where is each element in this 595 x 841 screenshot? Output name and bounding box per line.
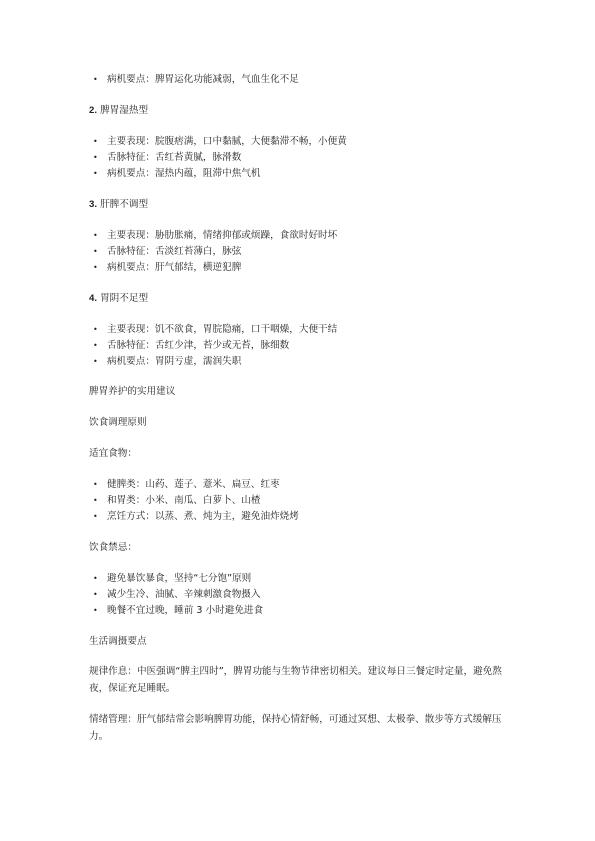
list-item: [93, 167, 261, 180]
list-item: [93, 245, 241, 258]
list-item: [93, 588, 261, 601]
list-item-text: 减少生冷、油腻、辛辣刺激食物摄入: [107, 589, 261, 600]
list-item: [93, 73, 299, 86]
bullet-icon: •: [93, 263, 98, 272]
list-item: [93, 478, 280, 491]
list-item-text: 主要表现：饥不欲食，胃脘隐痛，口干咽燥，大便干结: [107, 324, 338, 335]
section-heading: [89, 104, 148, 117]
bullet-icon: •: [93, 357, 98, 366]
list-item-text: 病机要点：胃阴亏虚，濡润失职: [107, 356, 242, 367]
heading-text: 肝脾不调型: [100, 199, 149, 210]
subsection-label: 饮食禁忌：: [89, 542, 137, 553]
bullet-icon: •: [93, 496, 98, 505]
heading-text: 脾胃湿热型: [100, 105, 149, 116]
bullet-icon: •: [93, 153, 98, 162]
list-item-text: 病机要点：脾胃运化功能减弱，气血生化不足: [107, 74, 299, 85]
heading-number: 4.: [89, 293, 98, 304]
list-item: [93, 604, 263, 617]
list-item-text: 避免暴饮暴食，坚持“七分饱”原则: [107, 573, 252, 584]
bullet-icon: •: [93, 574, 98, 583]
list-item: [93, 355, 241, 368]
list-item-text: 主要表现：胁肋胀痛，情绪抑郁或烦躁，食欲时好时坏: [107, 230, 338, 241]
list-item: [93, 339, 289, 352]
bullet-icon: •: [93, 231, 98, 240]
heading-text: 胃阴不足型: [100, 293, 149, 304]
subsection-title: 饮食调理原则: [89, 417, 147, 428]
list-item: [93, 572, 251, 585]
list-item-text: 病机要点：湿热内蕴，阻滞中焦气机: [107, 168, 261, 179]
list-item-text: 烹饪方式：以蒸、煮、炖为主，避免油炸烧烤: [107, 511, 299, 522]
bullet-icon: •: [93, 590, 98, 599]
section-title: 脾胃养护的实用建议: [89, 386, 176, 397]
list-item: [93, 151, 241, 164]
list-item: [93, 510, 299, 523]
list-item-text: 舌脉特征：舌红苔黄腻，脉滑数: [107, 152, 242, 163]
list-item: [93, 494, 261, 507]
subsection-title: 生活调摄要点: [89, 636, 147, 647]
bullet-icon: •: [93, 247, 98, 256]
list-item-text: 晚餐不宜过晚，睡前 3 小时避免进食: [107, 605, 264, 616]
list-item-text: 和胃类：小米、南瓜、白萝卜、山楂: [107, 495, 261, 506]
heading-number: 2.: [89, 105, 98, 116]
bullet-icon: •: [93, 341, 98, 350]
bullet-icon: •: [93, 169, 98, 178]
list-item: [93, 229, 337, 242]
bullet-icon: •: [93, 480, 98, 489]
list-item: [93, 261, 241, 274]
subsection-label: 适宜食物：: [89, 448, 137, 459]
bullet-icon: •: [93, 325, 98, 334]
list-item-text: 舌脉特征：舌淡红苔薄白，脉弦: [107, 246, 242, 257]
heading-number: 3.: [89, 199, 98, 210]
section-heading: [89, 292, 148, 305]
bullet-icon: •: [93, 75, 98, 84]
paragraph: 规律作息：中医强调“脾主四时”，脾胃功能与生物节律密切相关。建议每日三餐定时定量，避免熬夜，保证充足睡眠。: [89, 666, 502, 694]
list-item-text: 舌脉特征：舌红少津，苔少或无苔，脉细数: [107, 340, 290, 351]
paragraph: 情绪管理：肝气郁结常会影响脾胃功能，保持心情舒畅，可通过冥想、太极拳、散步等方式缓解压力。: [89, 714, 502, 742]
bullet-icon: •: [93, 137, 98, 146]
bullet-icon: •: [93, 512, 98, 521]
list-item-text: 健脾类：山药、莲子、薏米、扁豆、红枣: [107, 479, 280, 490]
section-heading: [89, 198, 148, 211]
bullet-icon: •: [93, 606, 98, 615]
list-item: [93, 135, 347, 148]
list-item: [93, 323, 337, 336]
list-item-text: 病机要点：肝气郁结，横逆犯脾: [107, 262, 242, 273]
list-item-text: 主要表现：脘腹痞满，口中黏腻，大便黏滞不畅，小便黄: [107, 136, 347, 147]
